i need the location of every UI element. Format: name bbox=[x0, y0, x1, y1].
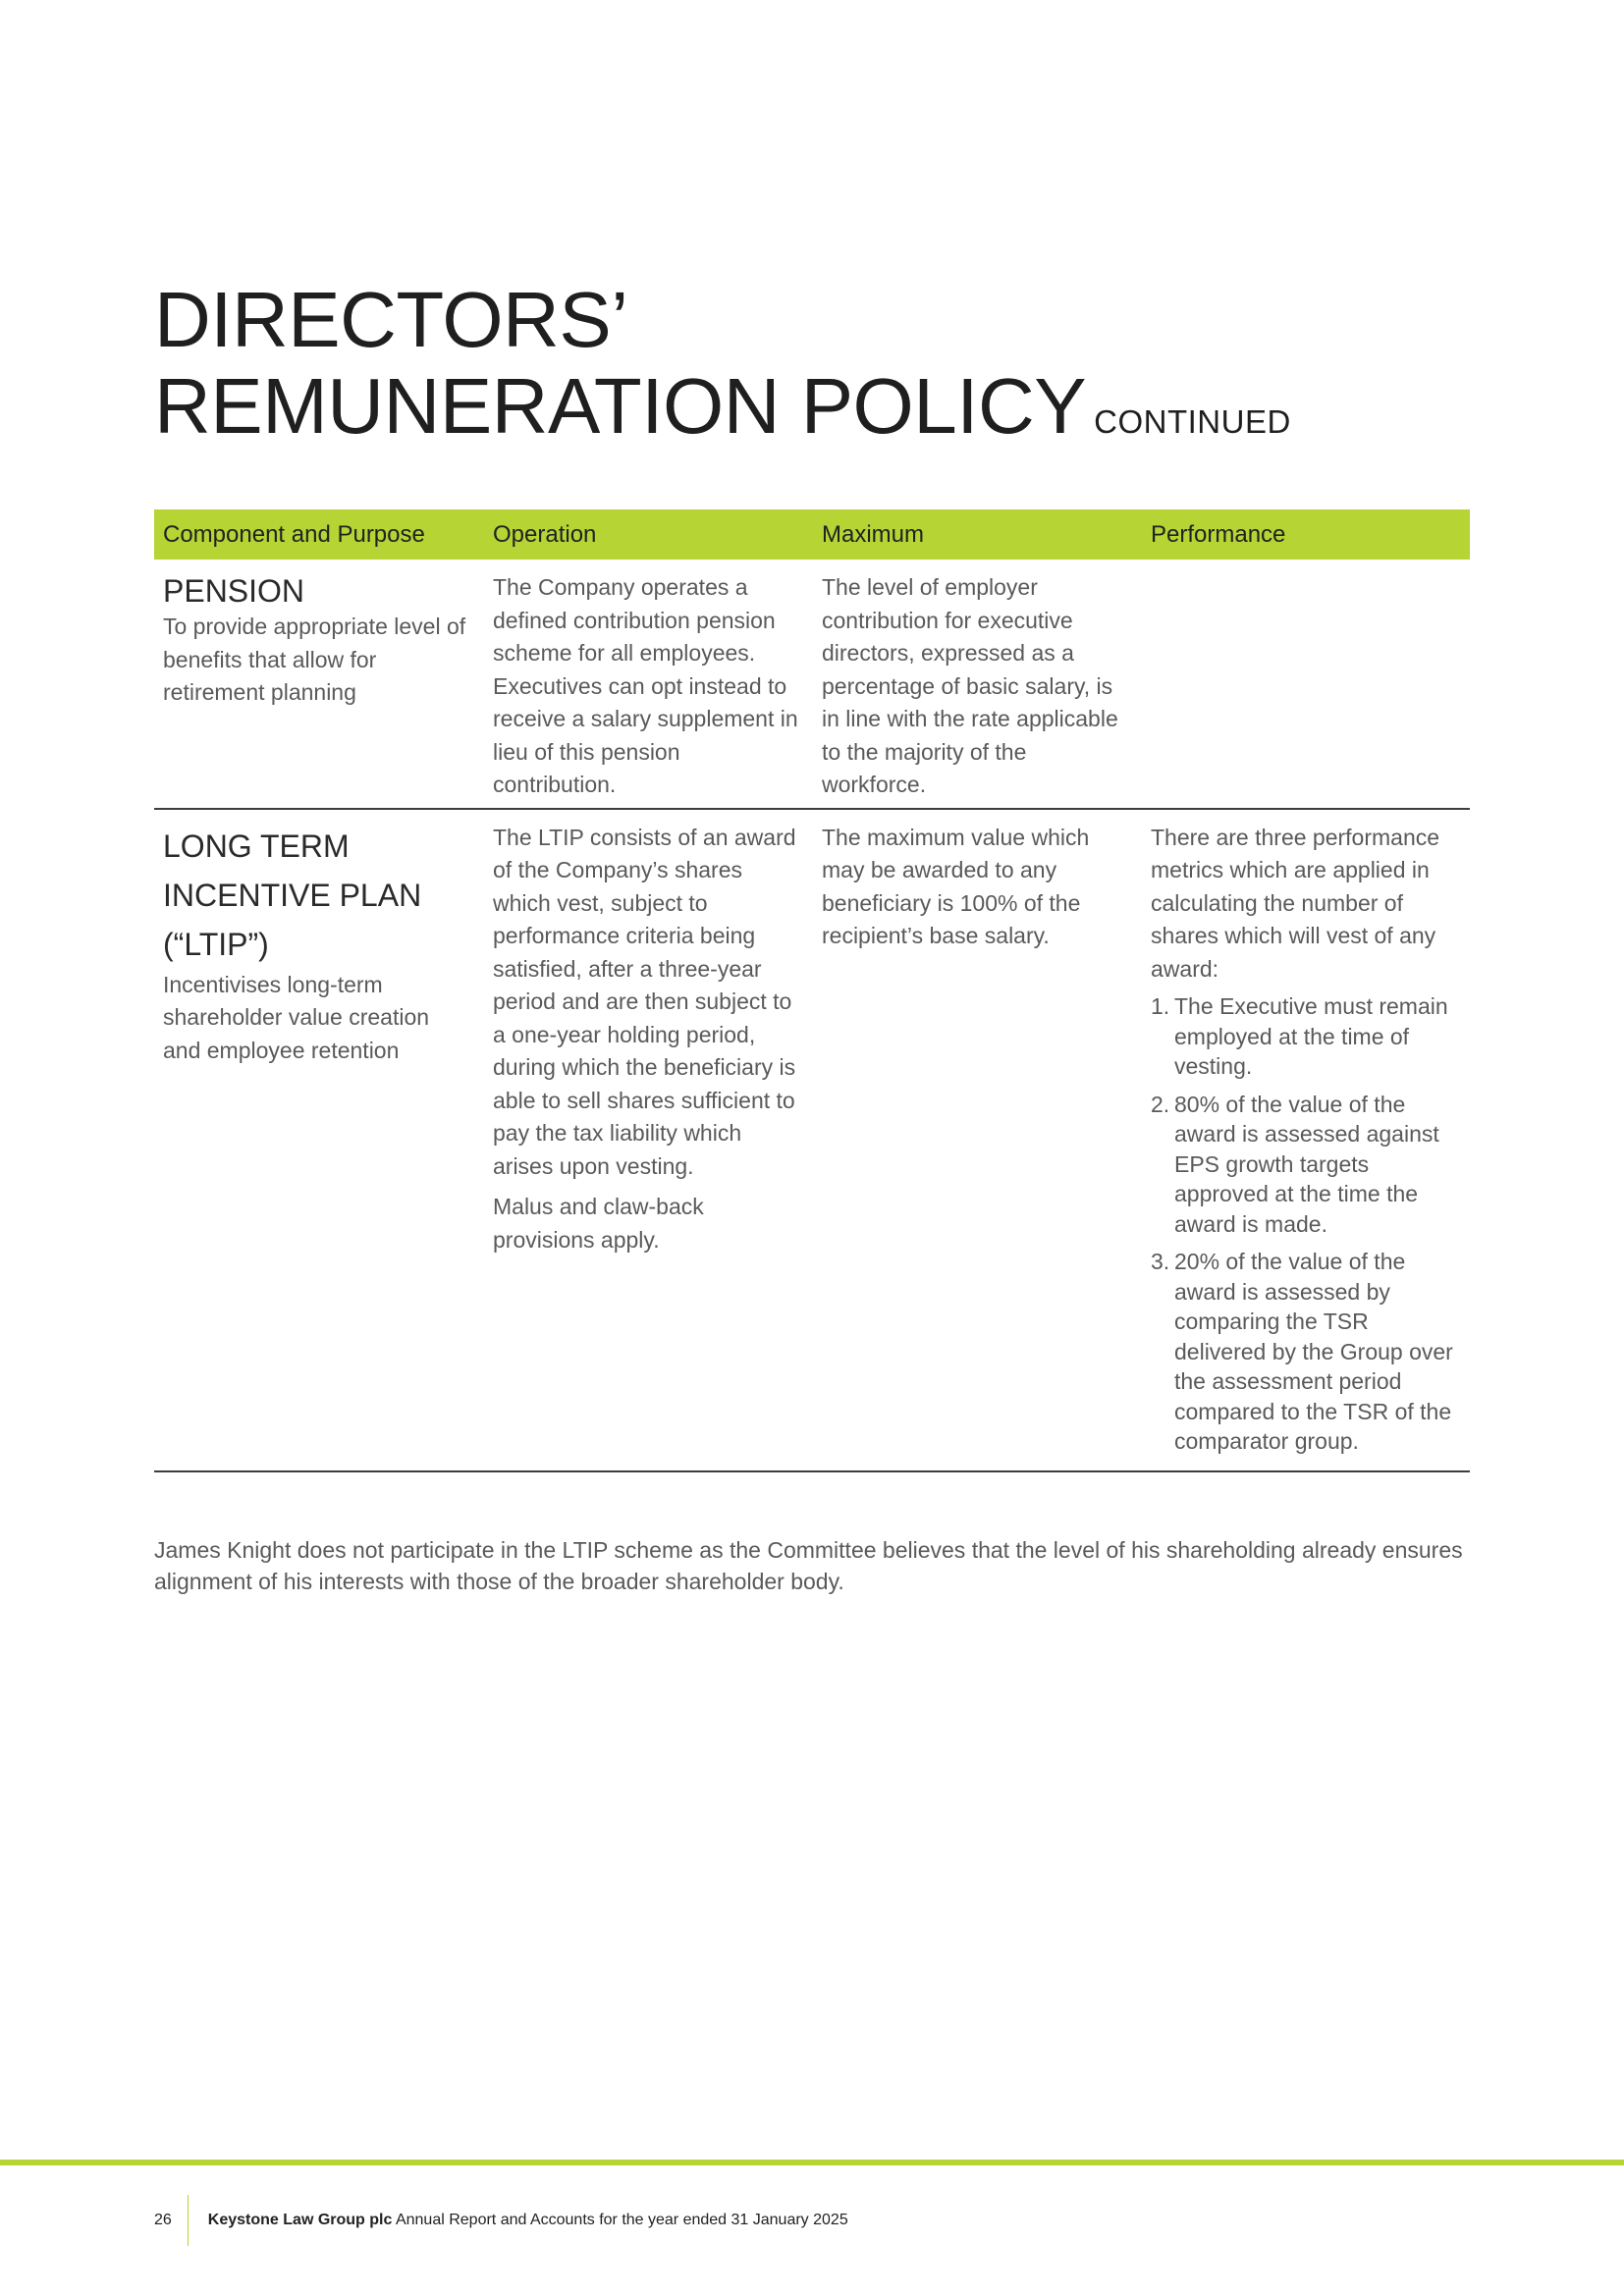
list-item bbox=[1151, 991, 1458, 1082]
ltip-purpose: Incentivises long-term shareholder value creation and employee retention bbox=[163, 971, 430, 1063]
list-item bbox=[1151, 1090, 1458, 1240]
ltip-component-cell bbox=[154, 809, 484, 1471]
header-maximum: Maximum bbox=[813, 509, 1142, 560]
ltip-operation-paragraph-2: Malus and claw-back provisions apply. bbox=[493, 1194, 704, 1253]
performance-metrics-list bbox=[1151, 991, 1458, 1457]
title-continued: CONTINUED bbox=[1094, 402, 1291, 440]
footer-report: Annual Report and Accounts for the year ended 31 January 2025 bbox=[392, 2212, 848, 2228]
footer-divider bbox=[0, 2160, 1624, 2165]
pension-performance bbox=[1142, 560, 1470, 809]
footer-text bbox=[208, 2212, 848, 2229]
ltip-performance bbox=[1142, 809, 1470, 1471]
page-number: 26 bbox=[154, 2212, 172, 2228]
list-item-number: 1. bbox=[1151, 993, 1170, 1019]
title-main: REMUNERATION POLICY bbox=[154, 361, 1087, 450]
pension-purpose: To provide appropriate level of benefits that allow for retirement planning bbox=[163, 614, 466, 705]
footer-separator bbox=[188, 2195, 189, 2246]
list-item-number: 2. bbox=[1151, 1091, 1170, 1117]
table-row-pension bbox=[154, 560, 1470, 809]
header-component-purpose: Component and Purpose bbox=[154, 509, 484, 560]
header-performance: Performance bbox=[1142, 509, 1470, 560]
pension-title: PENSION bbox=[163, 573, 305, 609]
pension-operation: The Company operates a defined contribution pension scheme for all employees. Executives can opt instead to receive a salary supplement in lieu of this pension contribution. bbox=[493, 574, 798, 797]
ltip-maximum: The maximum value which may be awarded to any beneficiary is 100% of the recipient’s base salary. bbox=[822, 824, 1090, 948]
list-item-text: 80% of the value of the award is assessed against EPS growth targets approved at the time the award is made. bbox=[1174, 1091, 1439, 1237]
header-operation: Operation bbox=[484, 509, 813, 560]
list-item-text: 20% of the value of the award is assessed by comparing the TSR delivered by the Group over the assessment period compared to the TSR of the comparator group. bbox=[1174, 1249, 1453, 1454]
table-row-ltip bbox=[154, 809, 1470, 1471]
title-line-1: DIRECTORS’ bbox=[154, 275, 628, 363]
ltip-operation bbox=[484, 809, 813, 1471]
pension-component-cell bbox=[154, 560, 484, 809]
ltip-footnote: James Knight does not participate in the LTIP scheme as the Committee believes that the level of his shareholding already ensures alignment of his interests with those of the broader shareholder body. bbox=[154, 1537, 1463, 1594]
table-header-row bbox=[154, 509, 1470, 560]
list-item bbox=[1151, 1247, 1458, 1457]
list-item-number: 3. bbox=[1151, 1249, 1170, 1274]
list-item-text: The Executive must remain employed at the time of vesting. bbox=[1174, 993, 1448, 1079]
page-footer bbox=[154, 2195, 848, 2246]
title-line-2 bbox=[154, 363, 1291, 465]
page-title bbox=[154, 277, 1291, 465]
ltip-performance-intro: There are three performance metrics which are applied in calculating the number of shares which will vest of any award: bbox=[1151, 824, 1440, 982]
ltip-title: LONG TERM INCENTIVE PLAN (“LTIP”) bbox=[163, 828, 422, 962]
ltip-operation-paragraph-1: The LTIP consists of an award of the Company’s shares which vest, subject to performance criteria being satisfied, after a three-year period and are then subject to a one-year holding period, during which the beneficiary is able to sell shares sufficient to pay the tax liability which arises upon vesting. bbox=[493, 824, 796, 1179]
remuneration-policy-table bbox=[154, 509, 1470, 1472]
pension-maximum: The level of employer contribution for executive directors, expressed as a percentage of basic salary, is in line with the rate applicable to the majority of the workforce. bbox=[822, 574, 1118, 797]
footer-company: Keystone Law Group plc bbox=[207, 2212, 393, 2228]
